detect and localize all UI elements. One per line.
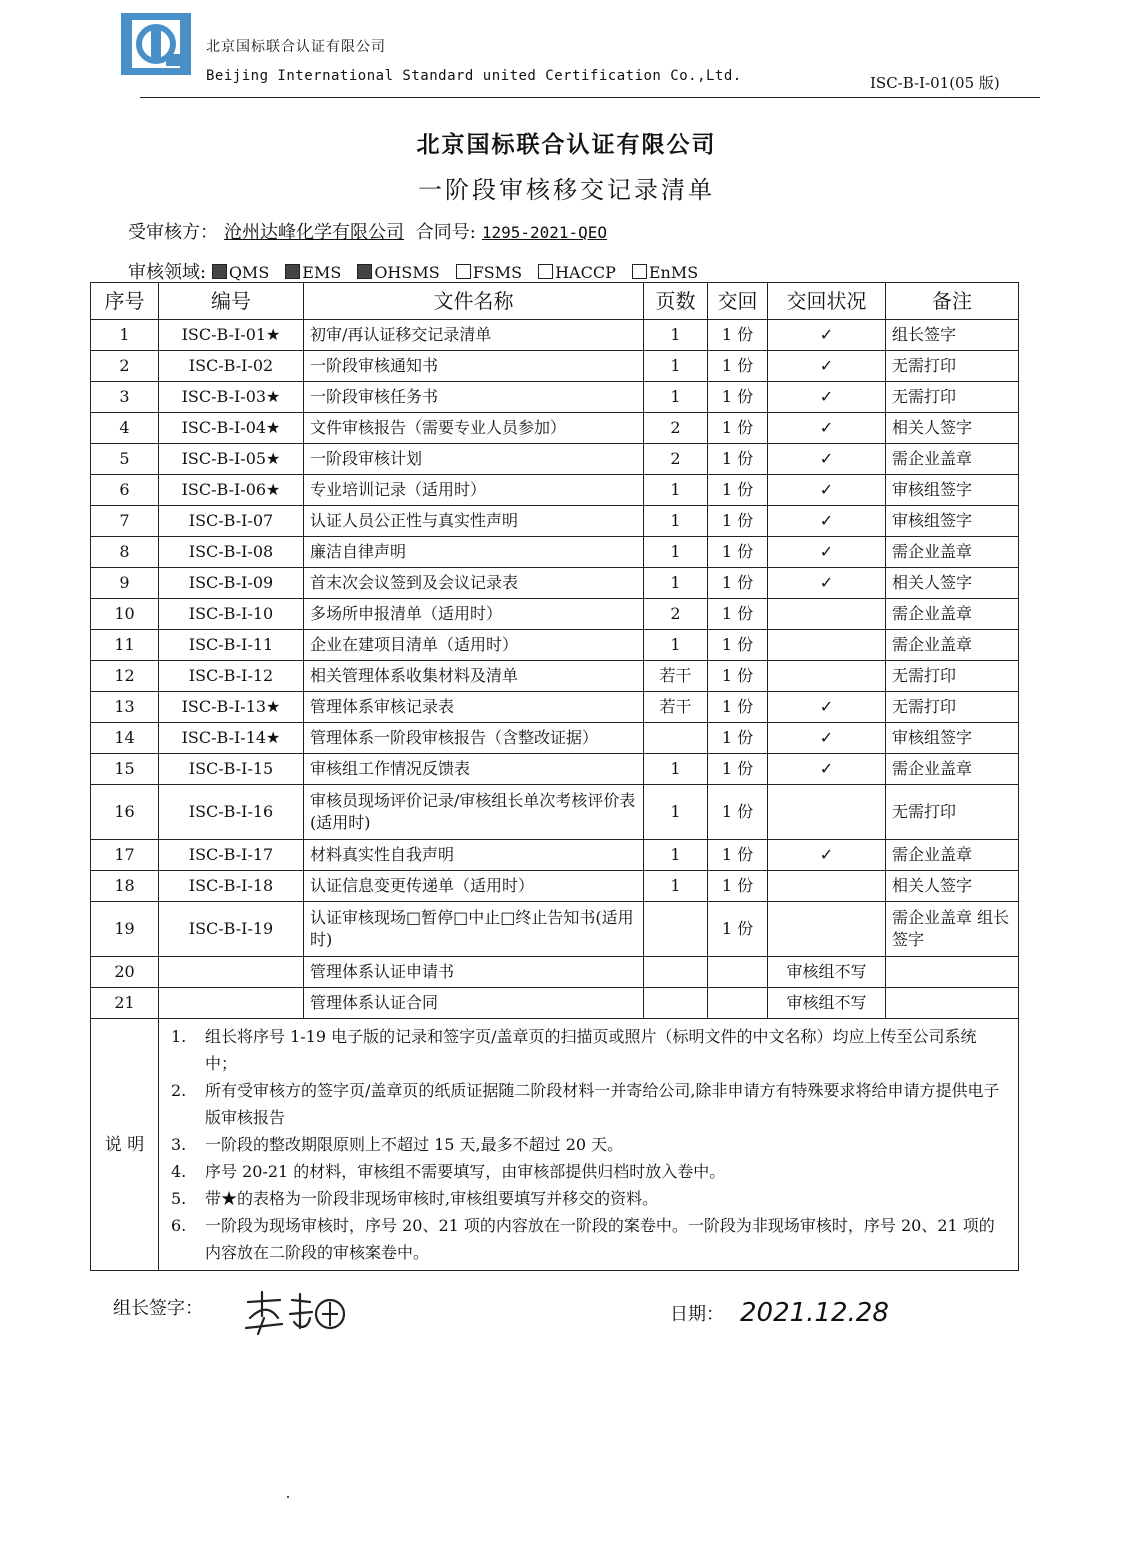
pages-cell: 若干 [644, 661, 708, 692]
remark-cell: 需企业盖章 [886, 444, 1019, 475]
code-cell: ISC-B-I-16 [159, 785, 304, 840]
status-cell [768, 902, 886, 957]
scope-label: 审核领域: [128, 262, 207, 283]
code-cell: ISC-B-I-13★ [159, 692, 304, 723]
status-cell: ✓ [768, 444, 886, 475]
code-cell [159, 988, 304, 1019]
doc-name-cell: 首末次会议签到及会议记录表 [304, 568, 644, 599]
unchecked-box-icon [456, 264, 471, 279]
scope-name: EMS [302, 263, 342, 282]
pages-cell: 1 [644, 568, 708, 599]
table-row [91, 957, 1019, 988]
note-text: 组长将序号 1-19 电子版的记录和签字页/盖章页的扫描页或照片（标明文件的中文名称）均应上传至公司系统中； [205, 1027, 977, 1073]
seq-cell: 20 [91, 957, 159, 988]
scope-item [632, 263, 698, 282]
returned-cell: 1 份 [708, 754, 768, 785]
status-cell [768, 871, 886, 902]
remark-cell: 需企业盖章 [886, 754, 1019, 785]
seq-cell: 15 [91, 754, 159, 785]
scope-name: OHSMS [374, 263, 440, 282]
code-cell: ISC-B-I-18 [159, 871, 304, 902]
doc-name-cell: 管理体系一阶段审核报告（含整改证据） [304, 723, 644, 754]
returned-cell: 1 份 [708, 840, 768, 871]
status-cell: ✓ [768, 692, 886, 723]
status-cell: ✓ [768, 840, 886, 871]
returned-cell: 1 份 [708, 475, 768, 506]
scope-item [538, 263, 616, 282]
code-cell: ISC-B-I-08 [159, 537, 304, 568]
table-row [91, 351, 1019, 382]
table-row [91, 630, 1019, 661]
seq-cell: 6 [91, 475, 159, 506]
header-rule [140, 97, 1040, 98]
pages-cell: 1 [644, 475, 708, 506]
returned-cell: 1 份 [708, 537, 768, 568]
table-header-row [91, 283, 1019, 320]
doc-name-cell: 审核组工作情况反馈表 [304, 754, 644, 785]
scope-item [212, 263, 269, 282]
seq-cell: 12 [91, 661, 159, 692]
note-text: 一阶段的整改期限原则上不超过 15 天,最多不超过 20 天。 [205, 1135, 624, 1154]
status-cell: ✓ [768, 537, 886, 568]
column-header: 文件名称 [304, 283, 644, 320]
pages-cell: 若干 [644, 692, 708, 723]
leader-sign-label: 组长签字： [113, 1298, 203, 1319]
column-header: 交回 [708, 283, 768, 320]
seq-cell: 1 [91, 320, 159, 351]
table-row [91, 475, 1019, 506]
status-cell: ✓ [768, 413, 886, 444]
remark-cell: 需企业盖章 [886, 537, 1019, 568]
note-number: 5. [171, 1189, 187, 1208]
status-cell: ✓ [768, 754, 886, 785]
doc-name-cell: 相关管理体系收集材料及清单 [304, 661, 644, 692]
seq-cell: 17 [91, 840, 159, 871]
remark-cell: 需企业盖章 [886, 599, 1019, 630]
scope-item [357, 263, 439, 282]
table-row [91, 661, 1019, 692]
status-cell: 审核组不写 [768, 988, 886, 1019]
returned-cell: 1 份 [708, 692, 768, 723]
doc-name-cell: 认证信息变更传递单（适用时） [304, 871, 644, 902]
doc-name-cell: 一阶段审核计划 [304, 444, 644, 475]
note-item [171, 1158, 1006, 1185]
returned-cell [708, 988, 768, 1019]
returned-cell: 1 份 [708, 506, 768, 537]
scope-name: EnMS [648, 263, 699, 282]
pages-cell [644, 957, 708, 988]
status-cell [768, 630, 886, 661]
pages-cell: 1 [644, 537, 708, 568]
pages-cell [644, 723, 708, 754]
code-cell [159, 957, 304, 988]
date-value: 2021.12.28 [740, 1298, 889, 1328]
table-row [91, 692, 1019, 723]
table-row [91, 444, 1019, 475]
pages-cell: 1 [644, 871, 708, 902]
note-number: 3. [171, 1135, 187, 1154]
pages-cell: 2 [644, 599, 708, 630]
auditee-line [128, 218, 613, 244]
transfer-table [90, 282, 1019, 1271]
remark-cell: 需企业盖章 [886, 840, 1019, 871]
returned-cell: 1 份 [708, 351, 768, 382]
checked-box-icon [285, 264, 300, 279]
status-cell: ✓ [768, 320, 886, 351]
code-cell: ISC-B-I-05★ [159, 444, 304, 475]
seq-cell: 10 [91, 599, 159, 630]
remark-cell [886, 957, 1019, 988]
status-cell [768, 599, 886, 630]
code-cell: ISC-B-I-14★ [159, 723, 304, 754]
doc-name-cell: 材料真实性自我声明 [304, 840, 644, 871]
company-name-en: Beijing International Standard united Certification Co.,Ltd. [206, 68, 742, 84]
document-header [120, 12, 1040, 100]
doc-name-cell: 审核员现场评价记录/审核组长单次考核评价表(适用时) [304, 785, 644, 840]
status-cell [768, 661, 886, 692]
seq-cell: 16 [91, 785, 159, 840]
note-text: 带★的表格为一阶段非现场审核时,审核组要填写并移交的资料。 [205, 1189, 659, 1208]
remark-cell: 需企业盖章 组长签字 [886, 902, 1019, 957]
auditee-label: 受审核方： [128, 222, 218, 243]
table-row [91, 413, 1019, 444]
table-row [91, 568, 1019, 599]
doc-name-cell: 一阶段审核任务书 [304, 382, 644, 413]
doc-name-cell: 管理体系认证合同 [304, 988, 644, 1019]
page-title-company: 北京国标联合认证有限公司 [416, 131, 717, 158]
scan-speck [287, 1496, 289, 1498]
remark-cell [886, 988, 1019, 1019]
notes-body [159, 1019, 1019, 1271]
scope-item [285, 263, 341, 282]
scope-item [456, 263, 522, 282]
date-label: 日期： [670, 1304, 724, 1325]
pages-cell: 1 [644, 351, 708, 382]
doc-name-cell: 专业培训记录（适用时） [304, 475, 644, 506]
remark-cell: 相关人签字 [886, 413, 1019, 444]
unchecked-box-icon [632, 264, 647, 279]
code-cell: ISC-B-I-15 [159, 754, 304, 785]
note-number: 6. [171, 1216, 187, 1235]
table-row [91, 785, 1019, 840]
leader-signature [240, 1288, 350, 1336]
scope-name: QMS [228, 263, 270, 282]
status-cell: ✓ [768, 568, 886, 599]
doc-name-cell: 管理体系认证申请书 [304, 957, 644, 988]
note-item [171, 1077, 1006, 1131]
note-item [171, 1212, 1006, 1266]
seq-cell: 8 [91, 537, 159, 568]
notes-label: 说 明 [91, 1019, 159, 1271]
checked-box-icon [212, 264, 227, 279]
scope-list [212, 262, 714, 283]
note-item [171, 1185, 1006, 1212]
code-cell: ISC-B-I-11 [159, 630, 304, 661]
pages-cell: 2 [644, 444, 708, 475]
unchecked-box-icon [538, 264, 553, 279]
page-title: 一阶段审核移交记录清单 [418, 176, 715, 204]
returned-cell [708, 957, 768, 988]
remark-cell: 审核组签字 [886, 506, 1019, 537]
code-cell: ISC-B-I-09 [159, 568, 304, 599]
table-row [91, 506, 1019, 537]
company-name-cn: 北京国标联合认证有限公司 [206, 39, 386, 55]
returned-cell: 1 份 [708, 661, 768, 692]
doc-name-cell: 初审/再认证移交记录清单 [304, 320, 644, 351]
pages-cell: 1 [644, 754, 708, 785]
pages-cell: 1 [644, 320, 708, 351]
doc-name-cell: 认证审核现场□暂停□中止□终止告知书(适用时) [304, 902, 644, 957]
table-row [91, 599, 1019, 630]
remark-cell: 相关人签字 [886, 568, 1019, 599]
seq-cell: 9 [91, 568, 159, 599]
code-cell: ISC-B-I-12 [159, 661, 304, 692]
returned-cell: 1 份 [708, 599, 768, 630]
status-cell: ✓ [768, 382, 886, 413]
seq-cell: 5 [91, 444, 159, 475]
seq-cell: 14 [91, 723, 159, 754]
code-cell: ISC-B-I-03★ [159, 382, 304, 413]
doc-name-cell: 廉洁自律声明 [304, 537, 644, 568]
code-cell: ISC-B-I-19 [159, 902, 304, 957]
returned-cell: 1 份 [708, 902, 768, 957]
note-item [171, 1023, 1006, 1077]
returned-cell: 1 份 [708, 785, 768, 840]
scope-name: FSMS [472, 263, 523, 282]
remark-cell: 无需打印 [886, 692, 1019, 723]
seq-cell: 21 [91, 988, 159, 1019]
scope-name: HACCP [555, 263, 616, 282]
status-cell: ✓ [768, 723, 886, 754]
pages-cell: 1 [644, 785, 708, 840]
returned-cell: 1 份 [708, 320, 768, 351]
pages-cell: 1 [644, 630, 708, 661]
code-cell: ISC-B-I-17 [159, 840, 304, 871]
returned-cell: 1 份 [708, 630, 768, 661]
note-text: 所有受审核方的签字页/盖章页的纸质证据随二阶段材料一并寄给公司,除非申请方有特殊要求将给申请方提供电子版审核报告 [205, 1081, 1000, 1127]
code-cell: ISC-B-I-01★ [159, 320, 304, 351]
seq-cell: 7 [91, 506, 159, 537]
column-header: 页数 [644, 283, 708, 320]
seq-cell: 2 [91, 351, 159, 382]
remark-cell: 无需打印 [886, 785, 1019, 840]
notes-row [91, 1019, 1019, 1271]
note-number: 1. [171, 1027, 187, 1046]
seq-cell: 3 [91, 382, 159, 413]
table-row [91, 754, 1019, 785]
seq-cell: 18 [91, 871, 159, 902]
column-header: 交回状况 [768, 283, 886, 320]
doc-name-cell: 认证人员公正性与真实性声明 [304, 506, 644, 537]
code-cell: ISC-B-I-07 [159, 506, 304, 537]
returned-cell: 1 份 [708, 568, 768, 599]
doc-name-cell: 文件审核报告（需要专业人员参加） [304, 413, 644, 444]
company-logo [120, 12, 192, 76]
document-number: ISC-B-I-01(05 版) [870, 74, 1000, 92]
pages-cell [644, 902, 708, 957]
note-number: 4. [171, 1162, 187, 1181]
remark-cell: 无需打印 [886, 351, 1019, 382]
column-header: 序号 [91, 283, 159, 320]
remark-cell: 审核组签字 [886, 475, 1019, 506]
returned-cell: 1 份 [708, 413, 768, 444]
pages-cell: 2 [644, 413, 708, 444]
note-text: 一阶段为现场审核时，序号 20、21 项的内容放在一阶段的案卷中。一阶段为非现场审核时，序号 20、21 项的内容放在二阶段的审核案卷中。 [205, 1216, 995, 1262]
note-number: 2. [171, 1081, 187, 1100]
status-cell: ✓ [768, 506, 886, 537]
pages-cell: 1 [644, 840, 708, 871]
remark-cell: 组长签字 [886, 320, 1019, 351]
note-item [171, 1131, 1006, 1158]
code-cell: ISC-B-I-06★ [159, 475, 304, 506]
returned-cell: 1 份 [708, 444, 768, 475]
table-row [91, 320, 1019, 351]
auditee-value: 沧州达峰化学有限公司 [224, 222, 404, 243]
column-header: 编号 [159, 283, 304, 320]
table-row [91, 871, 1019, 902]
seq-cell: 11 [91, 630, 159, 661]
table-row [91, 840, 1019, 871]
seq-cell: 4 [91, 413, 159, 444]
doc-name-cell: 企业在建项目清单（适用时） [304, 630, 644, 661]
column-header: 备注 [886, 283, 1019, 320]
pages-cell: 1 [644, 506, 708, 537]
returned-cell: 1 份 [708, 382, 768, 413]
remark-cell: 相关人签字 [886, 871, 1019, 902]
status-cell [768, 785, 886, 840]
table-row [91, 382, 1019, 413]
seq-cell: 13 [91, 692, 159, 723]
status-cell: 审核组不写 [768, 957, 886, 988]
table-row [91, 902, 1019, 957]
audit-scope-line [128, 258, 714, 284]
code-cell: ISC-B-I-02 [159, 351, 304, 382]
remark-cell: 无需打印 [886, 382, 1019, 413]
table-row [91, 537, 1019, 568]
seq-cell: 19 [91, 902, 159, 957]
returned-cell: 1 份 [708, 871, 768, 902]
pages-cell: 1 [644, 382, 708, 413]
doc-name-cell: 一阶段审核通知书 [304, 351, 644, 382]
doc-name-cell: 管理体系审核记录表 [304, 692, 644, 723]
doc-name-cell: 多场所申报清单（适用时） [304, 599, 644, 630]
contract-value: 1295-2021-QEO [481, 223, 608, 242]
note-text: 序号 20-21 的材料，审核组不需要填写，由审核部提供归档时放入卷中。 [205, 1162, 726, 1181]
table-row [91, 988, 1019, 1019]
status-cell: ✓ [768, 351, 886, 382]
table-row [91, 723, 1019, 754]
code-cell: ISC-B-I-04★ [159, 413, 304, 444]
remark-cell: 无需打印 [886, 661, 1019, 692]
remark-cell: 审核组签字 [886, 723, 1019, 754]
returned-cell: 1 份 [708, 723, 768, 754]
status-cell: ✓ [768, 475, 886, 506]
remark-cell: 需企业盖章 [886, 630, 1019, 661]
code-cell: ISC-B-I-10 [159, 599, 304, 630]
pages-cell [644, 988, 708, 1019]
contract-label: 合同号: [415, 222, 476, 243]
checked-box-icon [357, 264, 372, 279]
